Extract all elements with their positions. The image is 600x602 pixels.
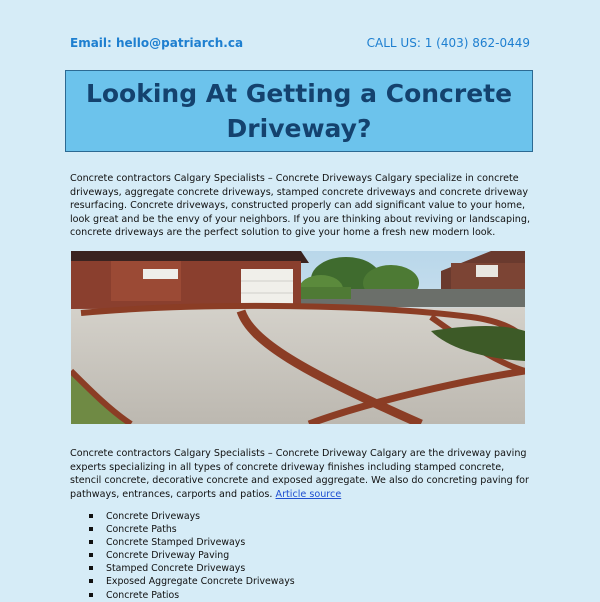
list-item: [86, 523, 295, 536]
list-item: [86, 562, 295, 575]
list-item: [86, 536, 295, 549]
list-item-label: Concrete Driveway Paving: [106, 550, 230, 562]
list-item-label: Concrete Paths: [106, 524, 177, 536]
bullet-icon: [89, 527, 93, 531]
article-source-link[interactable]: Article source: [275, 488, 342, 500]
list-item-label: Exposed Aggregate Concrete Driveways: [106, 576, 295, 588]
bullet-icon: [89, 540, 93, 544]
title-banner: [65, 70, 533, 152]
services-paragraph: [70, 447, 530, 501]
email-contact[interactable]: Email: hello@patriarch.ca: [70, 36, 244, 50]
page-title: Looking At Getting a Concrete Driveway?: [85, 79, 513, 143]
phone-contact[interactable]: CALL US: 1 (403) 862-0449: [366, 36, 530, 50]
list-item-label: Concrete Stamped Driveways: [106, 537, 246, 549]
contact-bar: [70, 36, 530, 50]
intro-paragraph: Concrete contractors Calgary Specialists – Concrete Driveways Calgary specialize in concrete driveways, aggregate concrete driveways, stamped concrete driveways and concrete driveway resurfacing. Concrete driveways, constructed properly can add significant value to your home, look great and be the envy of your neighbors. If you are thinking about reviving or landscaping, concrete driveways are the perfect solution to give your home a fresh new modern look.: [70, 173, 530, 238]
list-item-label: Concrete Patios: [106, 589, 180, 601]
bullet-icon: [89, 553, 93, 557]
list-item: [86, 575, 295, 588]
list-item: [86, 510, 295, 523]
list-item-label: Stamped Concrete Driveways: [106, 563, 246, 575]
bullet-icon: [89, 566, 93, 570]
list-item-label: Concrete Driveways: [106, 511, 201, 522]
services-paragraph-text: Concrete contractors Calgary Specialists – Concrete Driveway Calgary are the driveway paving experts specializing in all types of concrete driveway finishes including stamped concrete, stencil concrete, decorative concrete and exposed aggregate. We also do concreting paving for pathways, entrances, carports and patios.: [70, 448, 529, 500]
bullet-icon: [89, 514, 93, 518]
bullet-icon: [89, 579, 93, 583]
driveway-photo: [71, 251, 525, 424]
bullet-icon: [89, 593, 93, 597]
list-item: [86, 549, 295, 562]
services-list: [86, 510, 295, 602]
